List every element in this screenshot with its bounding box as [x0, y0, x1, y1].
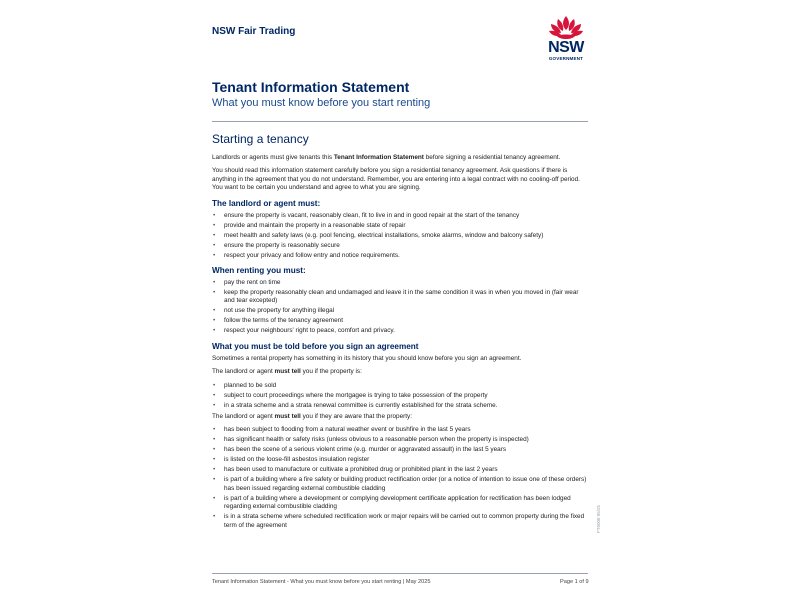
waratah-icon	[541, 14, 591, 42]
intro-paragraph-1: Landlords or agents must give tenants this Tenant Information Statement before signing a residential tenancy agreement.	[212, 154, 561, 161]
org-name: NSW Fair Trading	[212, 26, 296, 37]
document-code: FT6008 05/25	[596, 504, 601, 533]
list-item: • respect your neighbours' right to peace, comfort and privacy.	[212, 327, 590, 335]
document-body	[212, 154, 590, 533]
list-item: • provide and maintain the property in a reasonable state of repair	[212, 222, 590, 230]
intro-paragraph-2: You should read this information statement carefully before you sign a residential tenancy agreement. Ask questions if there is anything in the agreement that you do not understand. Remember, you are entering into a legal contract with no cooling-off period. You want to be certain you understand and agree to what you are signing.	[212, 167, 580, 192]
heading-told: What you must be told before you sign an agreement	[212, 341, 419, 351]
list-item: • ensure the property is reasonably secure	[212, 242, 590, 250]
logo-wordmark: NSW	[548, 39, 584, 56]
told-paragraph-2: The landlord or agent must tell you if the property is:	[212, 368, 362, 376]
renting-list	[212, 279, 590, 336]
list-item: • in a strata scheme and a strata renewal committee is currently established for the strata scheme.	[212, 402, 590, 410]
list-item: • has been subject to flooding from a natural weather event or bushfire in the last 5 years	[212, 426, 590, 434]
list-item: • is listed on the loose-fill asbestos insulation register	[212, 456, 590, 464]
landlord-list	[212, 212, 590, 260]
footer-divider	[212, 573, 588, 574]
heading-renting: When renting you must:	[212, 266, 306, 276]
list-item: • keep the property reasonably clean and undamaged and leave it in the same condition it was in when you moved in (fair wear and tear excepted)	[212, 289, 590, 306]
list-item: • has significant health or safety risks (unless obvious to a reasonable person when the property is inspected)	[212, 436, 590, 444]
footer-text: Tenant Information Statement - What you must know before you start renting | May 2025	[212, 579, 431, 585]
list-item: • follow the terms of the tenancy agreement	[212, 317, 590, 325]
nsw-government-logo	[541, 14, 591, 66]
header-divider	[212, 121, 588, 122]
heading-landlord: The landlord or agent must:	[212, 198, 321, 208]
told-paragraph-3: The landlord or agent must tell you if they are aware that the property:	[212, 413, 412, 421]
list-item: • has been the scene of a serious violent crime (e.g. murder or aggravated assault) in the last 5 years	[212, 446, 590, 454]
list-item: • pay the rent on time	[212, 279, 590, 287]
list-item: • has been used to manufacture or cultivate a prohibited drug or prohibited plant in the last 2 years	[212, 466, 590, 474]
told-paragraph-1: Sometimes a rental property has something in its history that you should know before you sign an agreement.	[212, 354, 522, 362]
list-item: • planned to be sold	[212, 382, 590, 390]
list-item: • subject to court proceedings where the mortgagee is trying to take possession of the property	[212, 392, 590, 400]
page-subtitle: What you must know before you start renting	[212, 97, 431, 109]
list-item: • is part of a building where a fire safety or building product rectification order (or a notice of intention to issue one of these orders) has been issued regarding external combustible cladding	[212, 476, 590, 493]
logo-subtext: GOVERNMENT	[548, 56, 584, 61]
list-item: • respect your privacy and follow entry and notice requirements.	[212, 252, 590, 260]
page-title: Tenant Information Statement	[212, 79, 410, 95]
list-item: • is part of a building where a development or complying development certificate application for rectification has been lodged regarding external combustible cladding	[212, 495, 590, 512]
list-item: • ensure the property is vacant, reasonably clean, fit to live in and in good repair at the start of the tenancy	[212, 212, 590, 220]
list-item: • not use the property for anything illegal	[212, 307, 590, 315]
section-title: Starting a tenancy	[212, 132, 309, 146]
told-list-1	[212, 382, 590, 410]
told-list-2	[212, 426, 590, 530]
list-item: • meet health and safety laws (e.g. pool fencing, electrical installations, smoke alarms, window and balcony safety)	[212, 232, 590, 240]
list-item: • is in a strata scheme where scheduled rectification work or major repairs will be carried out to common property during the fixed term of the agreement	[212, 513, 590, 530]
page-number: Page 1 of 9	[560, 579, 589, 585]
